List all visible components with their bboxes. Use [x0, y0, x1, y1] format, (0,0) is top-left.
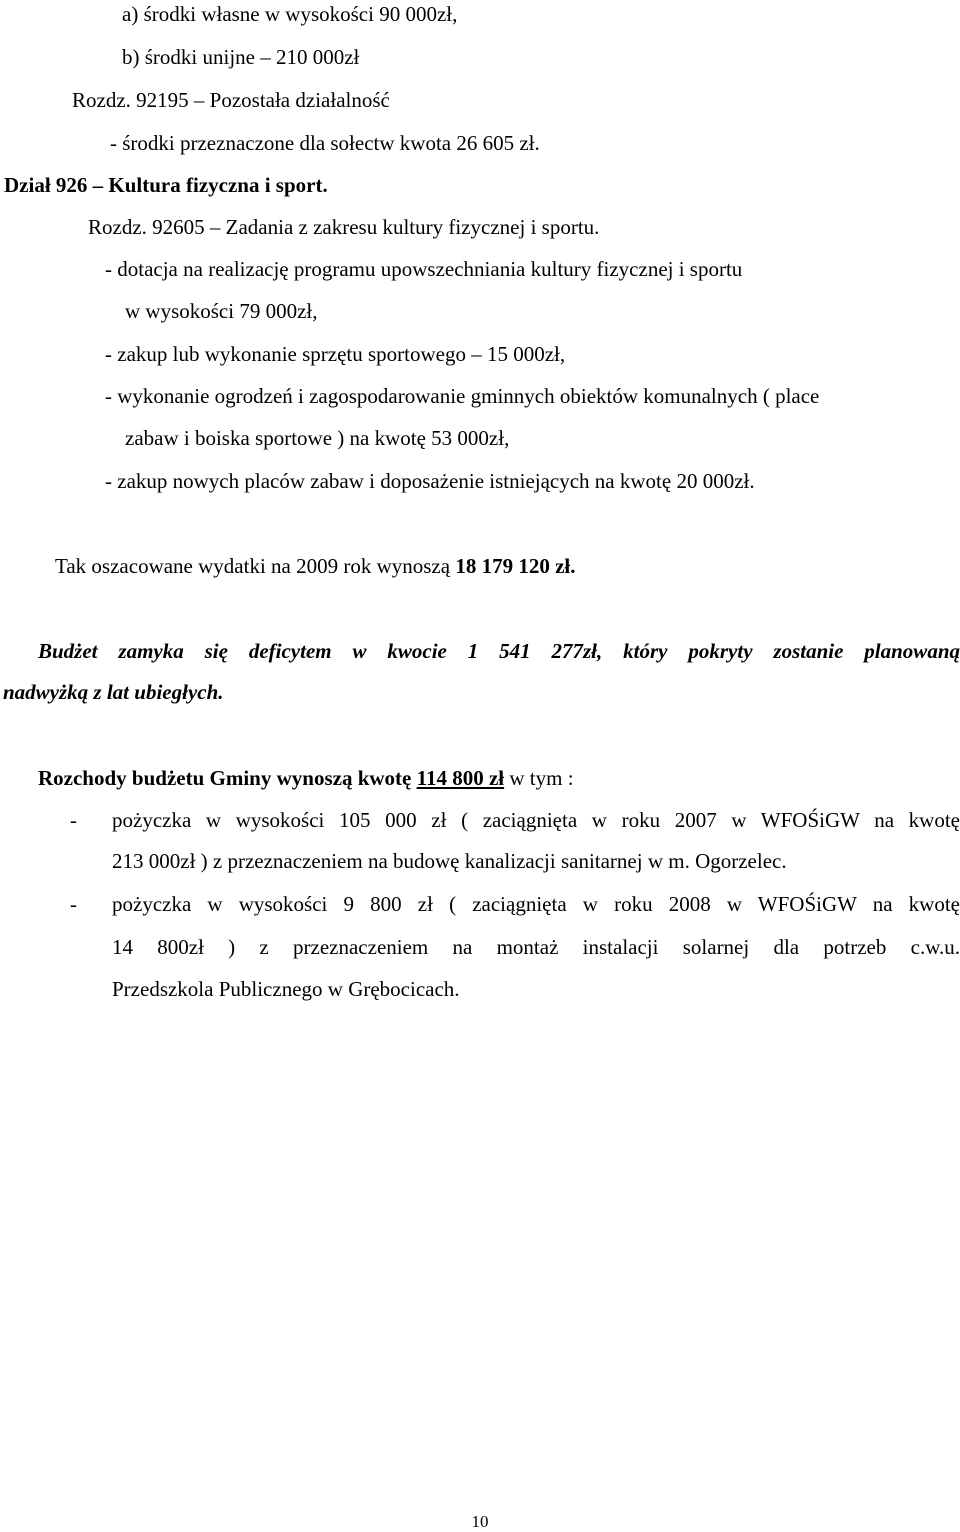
funding-eu-line: b) środki unijne – 210 000zł: [122, 45, 360, 69]
funding-own-line: a) środki własne w wysokości 90 000zł,: [122, 2, 458, 26]
loan1-line2: 213 000zł ) z przeznaczeniem na budowę kanalizacji sanitarnej w m. Ogorzelec.: [112, 849, 787, 873]
rozchody-suffix: w tym :: [504, 766, 574, 790]
loan1-line1: pożyczka w wysokości 105 000 zł ( zaciągnięta w roku 2007 w WFOŚiGW na kwotę: [112, 808, 960, 832]
village-funds-line: - środki przeznaczone dla sołectw kwota 26 605 zł.: [110, 131, 540, 155]
deficit-statement-line2: nadwyżką z lat ubiegłych.: [3, 680, 224, 704]
section-92605-heading: Rozdz. 92605 – Zadania z zakresu kultury fizycznej i sportu.: [88, 215, 600, 239]
summary-prefix: Tak oszacowane wydatki na 2009 rok wynoszą: [55, 554, 456, 578]
loan2-line2: 14 800zł ) z przeznaczeniem na montaż instalacji solarnej dla potrzeb c.w.u.: [112, 935, 960, 959]
sport-grant-line: - dotacja na realizację programu upowszechniania kultury fizycznej i sportu: [105, 257, 743, 281]
rozchody-line: [38, 768, 574, 789]
summary-suffix: .: [570, 554, 576, 578]
sport-grant-amount-line: w wysokości 79 000zł,: [125, 299, 318, 323]
division-926-heading: Dział 926 – Kultura fizyczna i sport.: [4, 173, 328, 197]
fencing-amount-line: zabaw i boiska sportowe ) na kwotę 53 000zł,: [125, 426, 510, 450]
loan2-line1: pożyczka w wysokości 9 800 zł ( zaciągnięta w roku 2008 w WFOŚiGW na kwotę: [112, 892, 960, 916]
loan2-bullet: -: [70, 892, 77, 916]
equipment-purchase-line: - zakup lub wykonanie sprzętu sportowego – 15 000zł,: [105, 342, 566, 366]
loan1-bullet: -: [70, 808, 77, 832]
rozchody-amount: 114 800 zł: [416, 766, 505, 790]
summary-amount: 18 179 120 zł: [455, 554, 571, 578]
loan2-line3: Przedszkola Publicznego w Grębocicach.: [112, 977, 460, 1001]
expenditure-summary: [55, 556, 575, 577]
playgrounds-line: - zakup nowych placów zabaw i doposażenie istniejących na kwotę 20 000zł.: [105, 469, 755, 493]
section-92195-heading: Rozdz. 92195 – Pozostała działalność: [72, 88, 390, 112]
deficit-statement-line1: Budżet zamyka się deficytem w kwocie 1 541 277zł, który pokryty zostanie planowaną: [38, 639, 960, 663]
page-number: 10: [471, 1512, 489, 1531]
fencing-line: - wykonanie ogrodzeń i zagospodarowanie gminnych obiektów komunalnych ( place: [105, 384, 820, 408]
rozchody-prefix: Rozchody budżetu Gminy wynoszą kwotę: [38, 766, 417, 790]
